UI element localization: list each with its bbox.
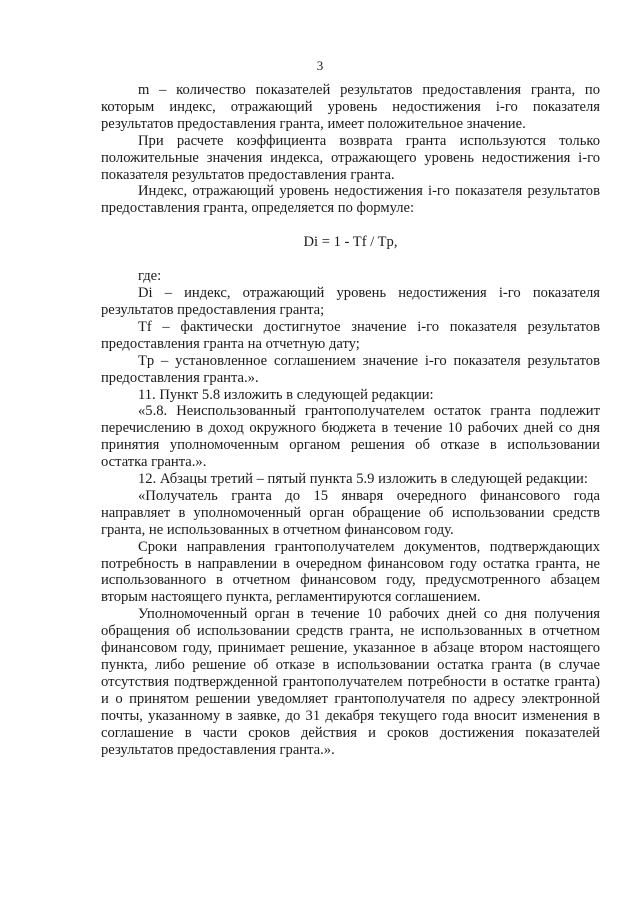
- paragraph-item-12: 12. Абзацы третий – пятый пункта 5.9 изложить в следующей редакции:: [138, 471, 588, 488]
- page-number: 3: [316, 58, 324, 73]
- paragraph-m-definition: m – количество показателей результатов предоставления гранта, по которым индекс, отражающий уровень недостижения i-го показателя результатов предоставления гранта, имеет положительное значение.: [101, 82, 600, 132]
- paragraph-authority-decision: Уполномоченный орган в течение 10 рабочих дней со дня получения обращения об использовании средств гранта, не использованных в отчетном финансовом году, принимает решение, указанное в абзаце втором настоящего пункта, либо решение об отказе в использовании остатка гранта (в случае отсутствия подтвержденной грантополучателем потребности в остатке гранта) и о принятом решении уведомляет грантополучателя по адресу электронной почты, указанному в заявке, до 31 декабря текущего года вносит изменения в соглашение в части сроков действия и сроков достижения показателей результатов предоставления гранта.».: [101, 606, 600, 758]
- paragraph-positive-values: При расчете коэффициента возврата гранта используются только положительные значения индекса, отражающего уровень недостижения i-го показателя результатов предоставления гранта.: [101, 132, 600, 183]
- formula: Di = 1 - Tf / Tp,: [303, 234, 398, 251]
- paragraph-di-definition: Di – индекс, отражающий уровень недостижения i-го показателя результатов предоставления гранта;: [101, 285, 600, 318]
- paragraph-item-11: 11. Пункт 5.8 изложить в следующей редакции:: [138, 386, 434, 403]
- paragraph-tp-definition: Tp – установленное соглашением значение i-го показателя результатов предоставления гранта.».: [101, 352, 600, 386]
- paragraph-where: где:: [138, 268, 162, 285]
- paragraph-index-formula-intro: Индекс, отражающий уровень недостижения i-го показателя результатов предоставления гранта, определяется по формуле:: [101, 183, 600, 217]
- paragraph-tf-definition: Tf – фактически достигнутое значение i-го показателя результатов предоставления гранта на отчетную дату;: [101, 318, 600, 352]
- paragraph-recipient-request: «Получатель гранта до 15 января очередного финансового года направляет в уполномоченный орган обращение об использовании средств гранта, не использованных в отчетном финансовом году.: [101, 487, 600, 538]
- paragraph-document-deadlines: Сроки направления грантополучателем документов, подтверждающих потребность в направлении в очередном финансовом году остатка гранта, не использованного в отчетном финансовом году, предусмотренного абзацем вторым настоящего пункта, регламентируются соглашением.: [101, 538, 600, 606]
- document-body: [101, 82, 600, 758]
- paragraph-clause-5-8: «5.8. Неиспользованный грантополучателем остаток гранта подлежит перечислению в доход окружного бюджета в течение 10 рабочих дней со дня принятия уполномоченным органом решения об отказе в использовании остатка гранта.».: [101, 403, 600, 471]
